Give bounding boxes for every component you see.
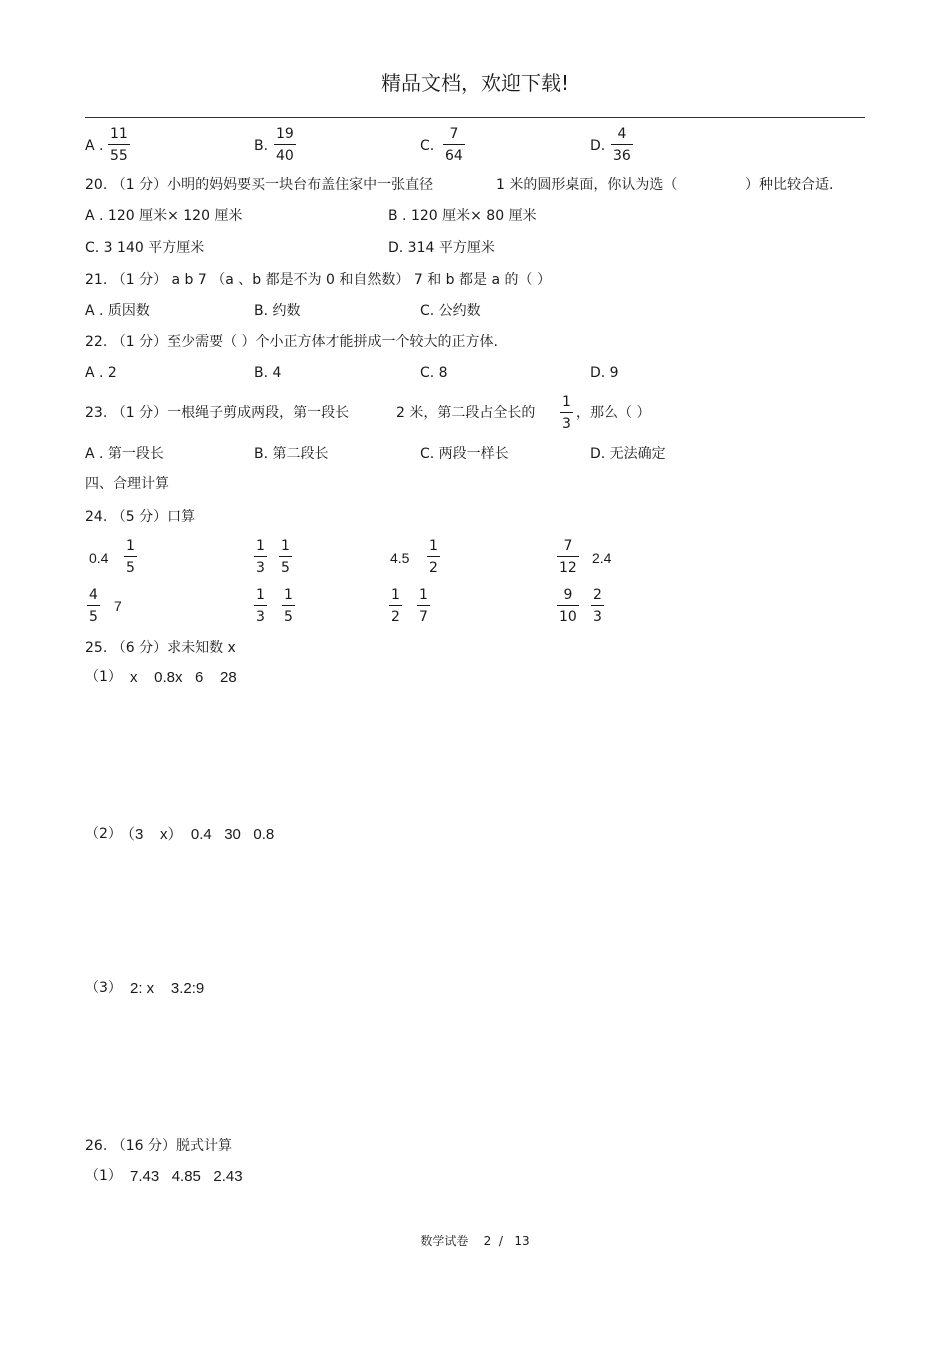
fraction-numerator: 1 — [256, 538, 265, 554]
fraction-numerator: 2 — [593, 587, 602, 603]
fraction-numerator: 9 — [563, 587, 573, 603]
q25-part3-equation: 2: x 3.2:9 — [130, 980, 205, 997]
fraction-denominator: 3 — [256, 609, 265, 625]
q24-r1c1-fraction — [124, 539, 137, 575]
q20-option-c: C. 3 140 平方厘米 — [85, 240, 205, 256]
fraction-denominator: 40 — [276, 148, 294, 164]
q19-option-b-fraction — [274, 127, 296, 163]
q19-option-c-fraction — [443, 127, 465, 163]
fraction-denominator: 5 — [281, 560, 290, 576]
q20-option-d: D. 314 平方厘米 — [388, 240, 495, 256]
q21-option-c: C. 公约数 — [420, 303, 481, 319]
q24-r2c2-fraction-2 — [282, 588, 295, 624]
q26-stem: 26. （16 分）脱式计算 — [85, 1138, 232, 1154]
section-4-title: 四、合理计算 — [85, 476, 169, 492]
q23-stem-part2: 2 米，第二段占全长的 — [396, 405, 536, 421]
q24-r2c4-fraction-1 — [557, 588, 579, 624]
q22-option-b: B. 4 — [254, 365, 282, 381]
fraction-numerator: 4 — [617, 126, 627, 142]
fraction-denominator: 3 — [593, 609, 602, 625]
fraction-numerator: 1 — [284, 587, 293, 603]
fraction-numerator: 19 — [276, 126, 294, 142]
fraction-numerator: 1 — [391, 587, 400, 603]
q20-stem-part1: 20. （1 分）小明的妈妈要买一块台布盖住家中一张直径 — [85, 177, 434, 193]
q20-option-b: B . 120 厘米× 80 厘米 — [388, 208, 537, 224]
q20-stem-part3: ）种比较合适. — [745, 177, 834, 193]
q25-part2-label: （2） — [85, 826, 122, 842]
fraction-numerator: 4 — [89, 587, 98, 603]
fraction-numerator: 1 — [256, 587, 265, 603]
fraction-denominator: 3 — [562, 416, 571, 432]
fraction-denominator: 7 — [419, 609, 428, 625]
fraction-denominator: 5 — [126, 560, 135, 576]
q24-r2c2-fraction-1 — [254, 588, 267, 624]
fraction-numerator: 11 — [110, 126, 128, 142]
q19-option-d-letter: D. — [590, 138, 606, 154]
fraction-numerator: 1 — [281, 538, 290, 554]
q24-r1c3-number: 4.5 — [390, 550, 410, 566]
fraction-denominator: 2 — [391, 609, 400, 625]
q25-part3-label: （3） — [85, 980, 122, 996]
q19-option-c-letter: C. — [420, 138, 435, 154]
fraction-numerator: 7 — [563, 538, 573, 554]
q24-r1c2-fraction-2 — [279, 539, 292, 575]
fraction-numerator: 7 — [449, 126, 459, 142]
q26-part1-label: （1） — [85, 1168, 122, 1184]
q21-option-a: A . 质因数 — [85, 303, 150, 319]
q22-option-a: A . 2 — [85, 365, 117, 381]
q24-r2c1-number: 7 — [114, 598, 122, 614]
q21-option-b: B. 约数 — [254, 303, 301, 319]
fraction-numerator: 1 — [562, 394, 571, 410]
q19-option-d-fraction — [611, 127, 633, 163]
fraction-numerator: 1 — [429, 538, 438, 554]
fraction-denominator: 12 — [559, 560, 577, 576]
q25-stem: 25. （6 分）求未知数 x — [85, 640, 236, 656]
q26-part1-expression: 7.43 4.85 2.43 — [130, 1168, 243, 1185]
q19-option-a-fraction — [108, 127, 130, 163]
q22-stem: 22. （1 分）至少需要（ ）个小正方体才能拼成一个较大的正方体. — [85, 334, 498, 350]
q24-r1c2-fraction-1 — [254, 539, 267, 575]
q24-r1c4-number: 2.4 — [592, 550, 612, 566]
q21-stem: 21. （1 分） a b 7 （a 、b 都是不为 0 和自然数） 7 和 b 都是 a 的（ ） — [85, 272, 551, 288]
q24-stem: 24. （5 分）口算 — [85, 509, 196, 525]
q23-option-a: A . 第一段长 — [85, 446, 164, 462]
q23-fraction — [560, 395, 573, 431]
fraction-numerator: 1 — [419, 587, 428, 603]
q24-r2c1-fraction — [87, 588, 100, 624]
q23-option-d: D. 无法确定 — [590, 446, 666, 462]
fraction-denominator: 36 — [613, 148, 631, 164]
fraction-denominator: 3 — [256, 560, 265, 576]
q23-option-b: B. 第二段长 — [254, 446, 329, 462]
fraction-numerator: 1 — [126, 538, 135, 554]
fraction-denominator: 64 — [445, 148, 463, 164]
q24-r2c4-fraction-2 — [591, 588, 604, 624]
q25-part1-label: （1） — [85, 669, 122, 685]
q24-r1c1-number: 0.4 — [89, 550, 109, 566]
q24-r2c3-fraction-2 — [417, 588, 430, 624]
q20-option-a: A . 120 厘米× 120 厘米 — [85, 208, 243, 224]
fraction-denominator: 5 — [89, 609, 98, 625]
q23-option-c: C. 两段一样长 — [420, 446, 509, 462]
q25-part1-equation: x 0.8x 6 28 — [130, 669, 237, 686]
fraction-denominator: 5 — [284, 609, 293, 625]
q24-r1c4-fraction — [557, 539, 579, 575]
q23-stem-part3: ，那么（ ） — [576, 405, 651, 421]
q24-r2c3-fraction-1 — [389, 588, 402, 624]
q23-stem-part1: 23. （1 分）一根绳子剪成两段，第一段长 — [85, 405, 350, 421]
q25-part2-equation: （3 x） 0.4 30 0.8 — [120, 826, 275, 843]
page-footer: 数学试卷 2 / 13 — [420, 1234, 530, 1248]
fraction-denominator: 10 — [559, 609, 577, 625]
q24-r1c3-fraction — [427, 539, 440, 575]
q20-stem-part2: 1 米的圆形桌面，你认为选（ — [496, 177, 678, 193]
q19-option-a-letter: A . — [85, 138, 104, 154]
fraction-denominator: 2 — [429, 560, 438, 576]
page-header-title: 精品文档，欢迎下载! — [380, 71, 570, 95]
fraction-denominator: 55 — [110, 148, 128, 164]
q22-option-c: C. 8 — [420, 365, 448, 381]
q22-option-d: D. 9 — [590, 365, 619, 381]
q19-option-b-letter: B. — [254, 138, 269, 154]
header-divider — [85, 117, 865, 118]
